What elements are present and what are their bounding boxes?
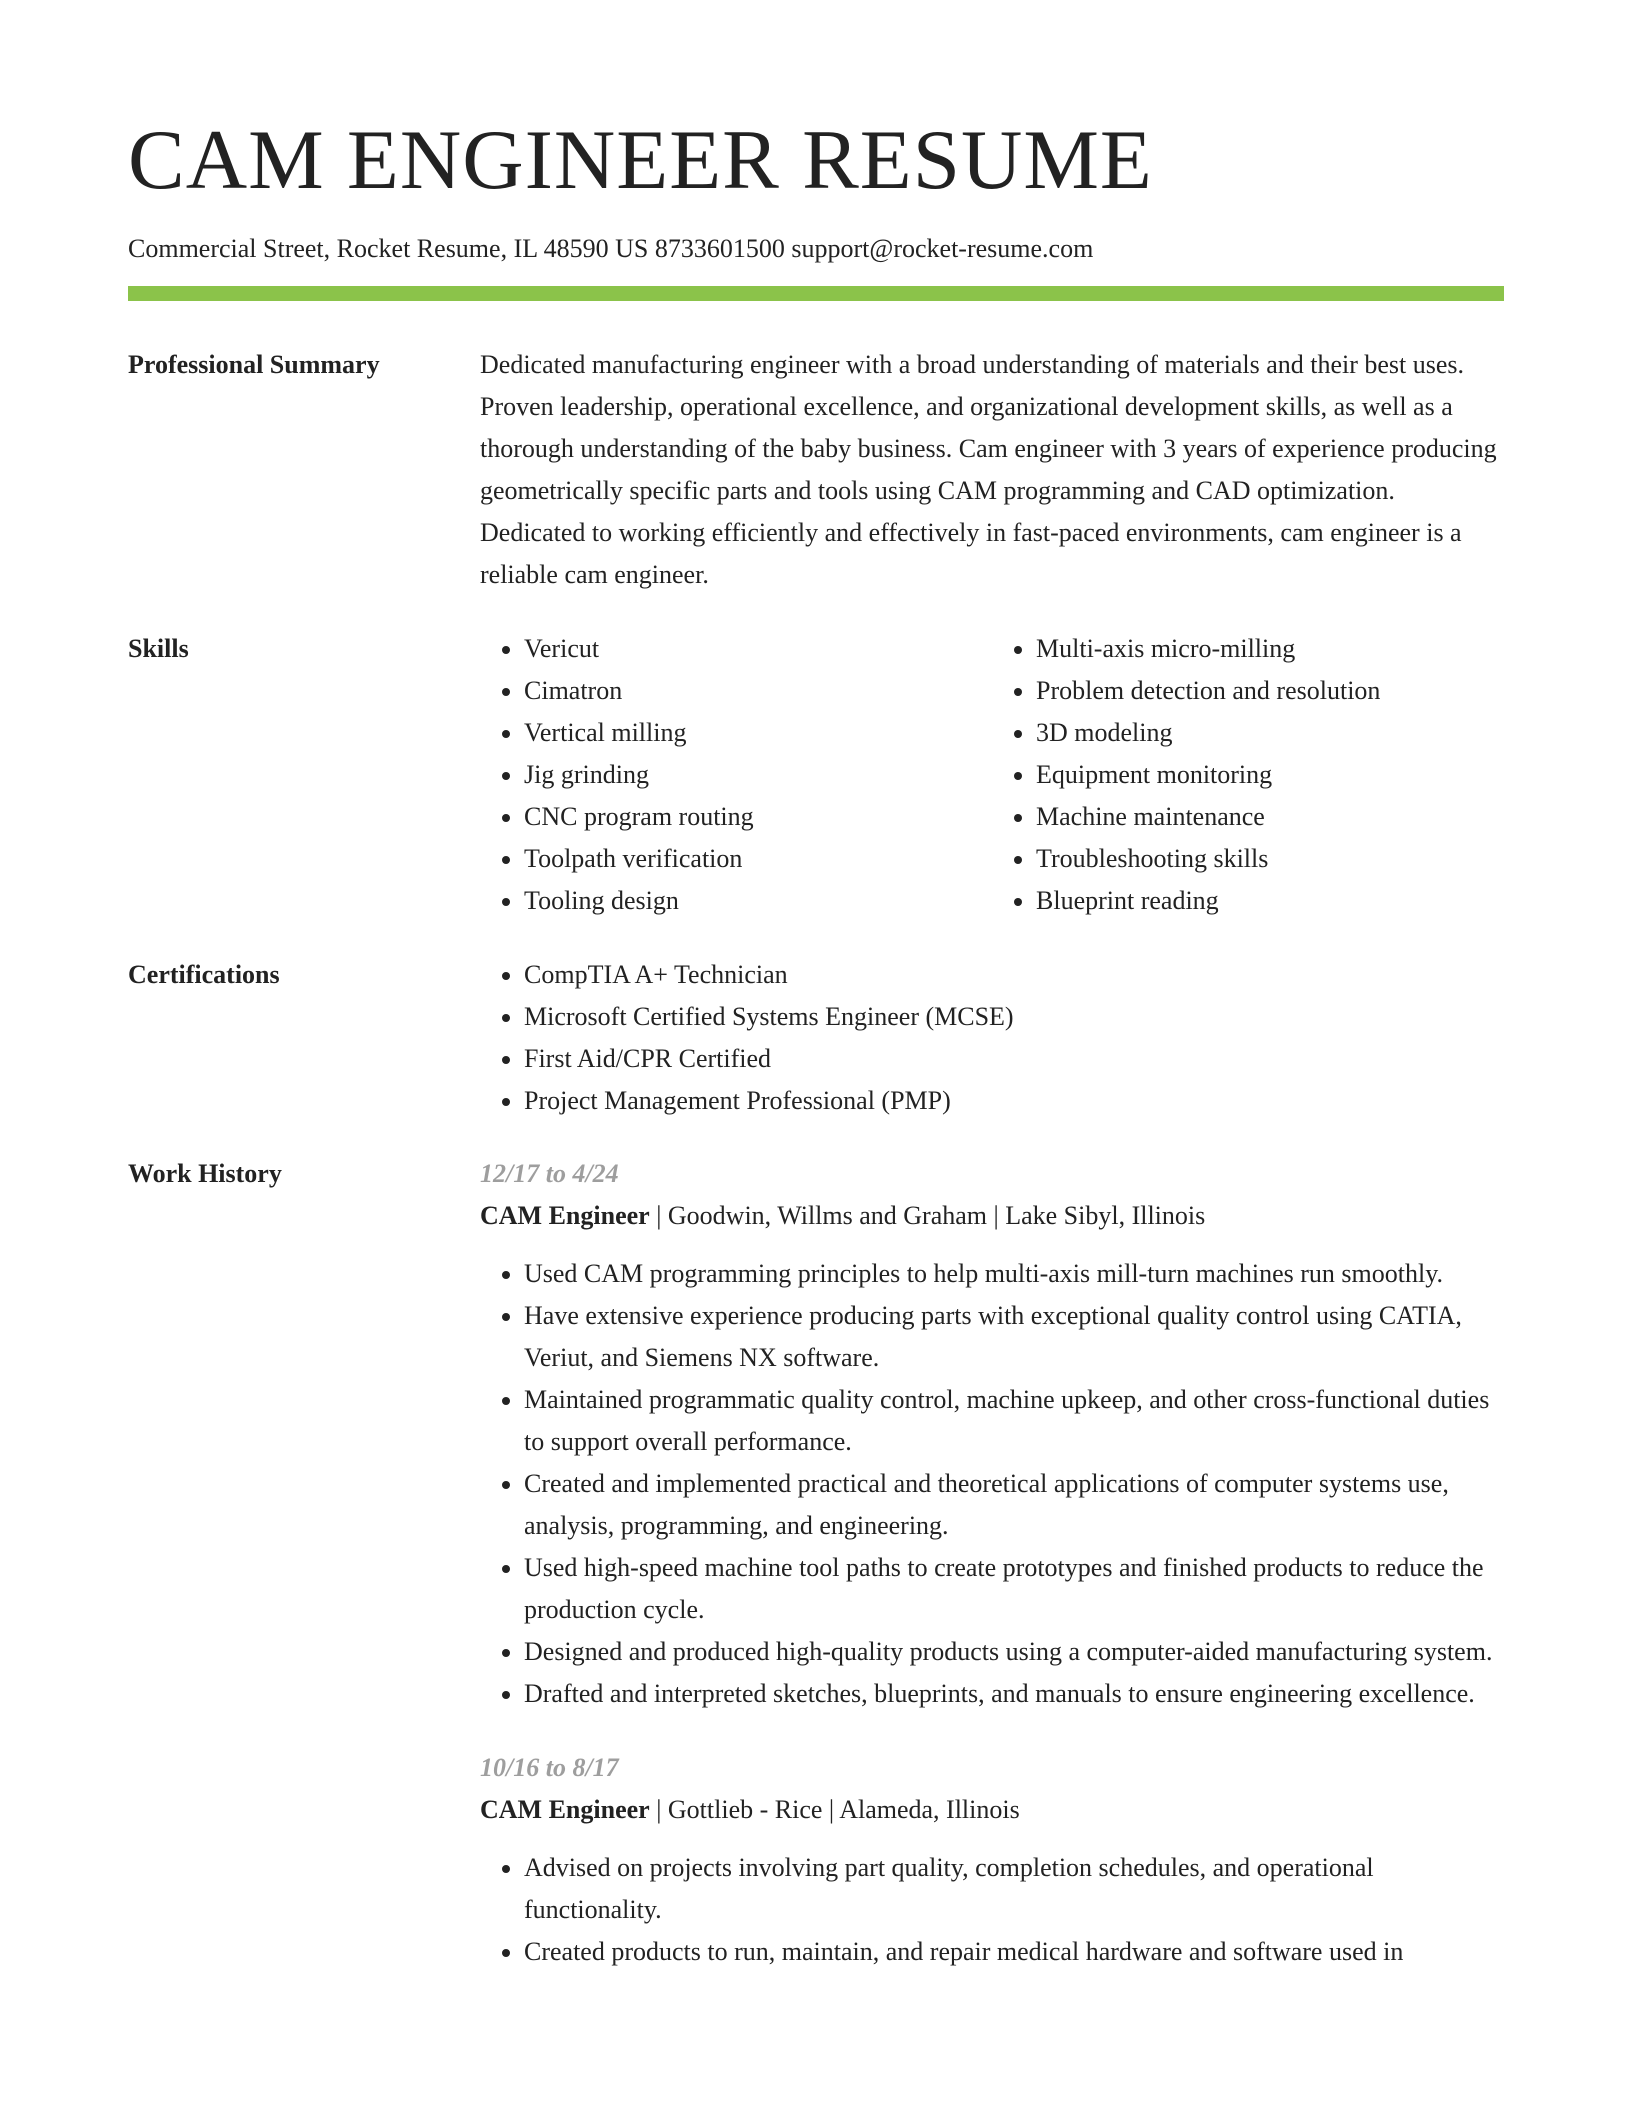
list-item: • CompTIA A+ Technician	[524, 954, 1504, 996]
job-company-location: | Goodwin, Willms and Graham | Lake Sibyl, Illinois	[649, 1201, 1206, 1230]
list-item: • Problem detection and resolution	[1036, 670, 1504, 712]
list-item: • Vericut	[524, 628, 992, 670]
list-item: • First Aid/CPR Certified	[524, 1038, 1504, 1080]
list-item: • Used high-speed machine tool paths to create prototypes and finished products to reduce the production cycle.	[524, 1547, 1504, 1631]
certifications-list	[480, 954, 1504, 1122]
job-duties-list	[480, 1847, 1504, 1973]
list-item: • 3D modeling	[1036, 712, 1504, 754]
certifications-heading: Certifications	[128, 960, 280, 989]
skills-list-left	[480, 628, 992, 922]
list-item: • Equipment monitoring	[1036, 754, 1504, 796]
job-company-location: | Gottlieb - Rice | Alameda, Illinois	[649, 1795, 1020, 1824]
job-entry-2	[480, 1747, 1504, 1973]
summary-heading: Professional Summary	[128, 350, 380, 379]
list-item: • Multi-axis micro-milling	[1036, 628, 1504, 670]
list-item: • Advised on projects involving part quality, completion schedules, and operational functionality.	[524, 1847, 1504, 1931]
job-role: CAM Engineer	[480, 1201, 650, 1230]
list-item: • Troubleshooting skills	[1036, 838, 1504, 880]
list-item: • Created and implemented practical and theoretical applications of computer systems use, analysis, programming, and engineering.	[524, 1463, 1504, 1547]
skills-heading: Skills	[128, 634, 189, 663]
list-item: • Have extensive experience producing parts with exceptional quality control using CATIA, Veriut, and Siemens NX software.	[524, 1295, 1504, 1379]
summary-body	[480, 344, 1504, 596]
job-dates: 12/17 to 4/24	[480, 1159, 619, 1188]
work-history-heading: Work History	[128, 1159, 282, 1188]
skills-columns	[480, 628, 1504, 922]
contact-line: Commercial Street, Rocket Resume, IL 48590 US 8733601500 support@rocket-resume.com	[128, 234, 1094, 263]
job-role: CAM Engineer	[480, 1795, 650, 1824]
job-duties-list	[480, 1253, 1504, 1715]
list-item: • Drafted and interpreted sketches, blueprints, and manuals to ensure engineering excellence.	[524, 1673, 1504, 1715]
skills-list-right	[992, 628, 1504, 922]
list-item: • Cimatron	[524, 670, 992, 712]
job-title-line	[480, 1789, 1504, 1831]
work-history-body	[480, 1153, 1504, 1973]
list-item: • Tooling design	[524, 880, 992, 922]
list-item: • Created products to run, maintain, and repair medical hardware and software used in	[524, 1931, 1504, 1973]
skills-body	[480, 628, 1504, 922]
list-item: • Designed and produced high-quality products using a computer-aided manufacturing system.	[524, 1631, 1504, 1673]
job-dates: 10/16 to 8/17	[480, 1753, 619, 1782]
list-item: • Toolpath verification	[524, 838, 992, 880]
summary-text: Dedicated manufacturing engineer with a broad understanding of materials and their best uses. Proven leadership, operational excellence, and organizational development skills, as well as a thorough understanding of the baby business. Cam engineer with 3 years of experience producing geometrically specific parts and tools using CAM programming and CAD optimization. Dedicated to working efficiently and effectively in fast-paced environments, cam engineer is a reliable cam engineer.	[480, 350, 1497, 589]
list-item: • Blueprint reading	[1036, 880, 1504, 922]
list-item: • CNC program routing	[524, 796, 992, 838]
job-title-line	[480, 1195, 1504, 1237]
certifications-body	[480, 954, 1504, 1122]
header-divider	[128, 286, 1504, 301]
list-item: • Used CAM programming principles to help multi-axis mill-turn machines run smoothly.	[524, 1253, 1504, 1295]
list-item: • Machine maintenance	[1036, 796, 1504, 838]
list-item: • Vertical milling	[524, 712, 992, 754]
list-item: • Microsoft Certified Systems Engineer (MCSE)	[524, 996, 1504, 1038]
resume-title: CAM ENGINEER RESUME	[128, 113, 1153, 207]
job-entry-1	[480, 1153, 1504, 1715]
list-item: • Jig grinding	[524, 754, 992, 796]
list-item: • Project Management Professional (PMP)	[524, 1080, 1504, 1122]
list-item: • Maintained programmatic quality control, machine upkeep, and other cross-functional duties to support overall performance.	[524, 1379, 1504, 1463]
